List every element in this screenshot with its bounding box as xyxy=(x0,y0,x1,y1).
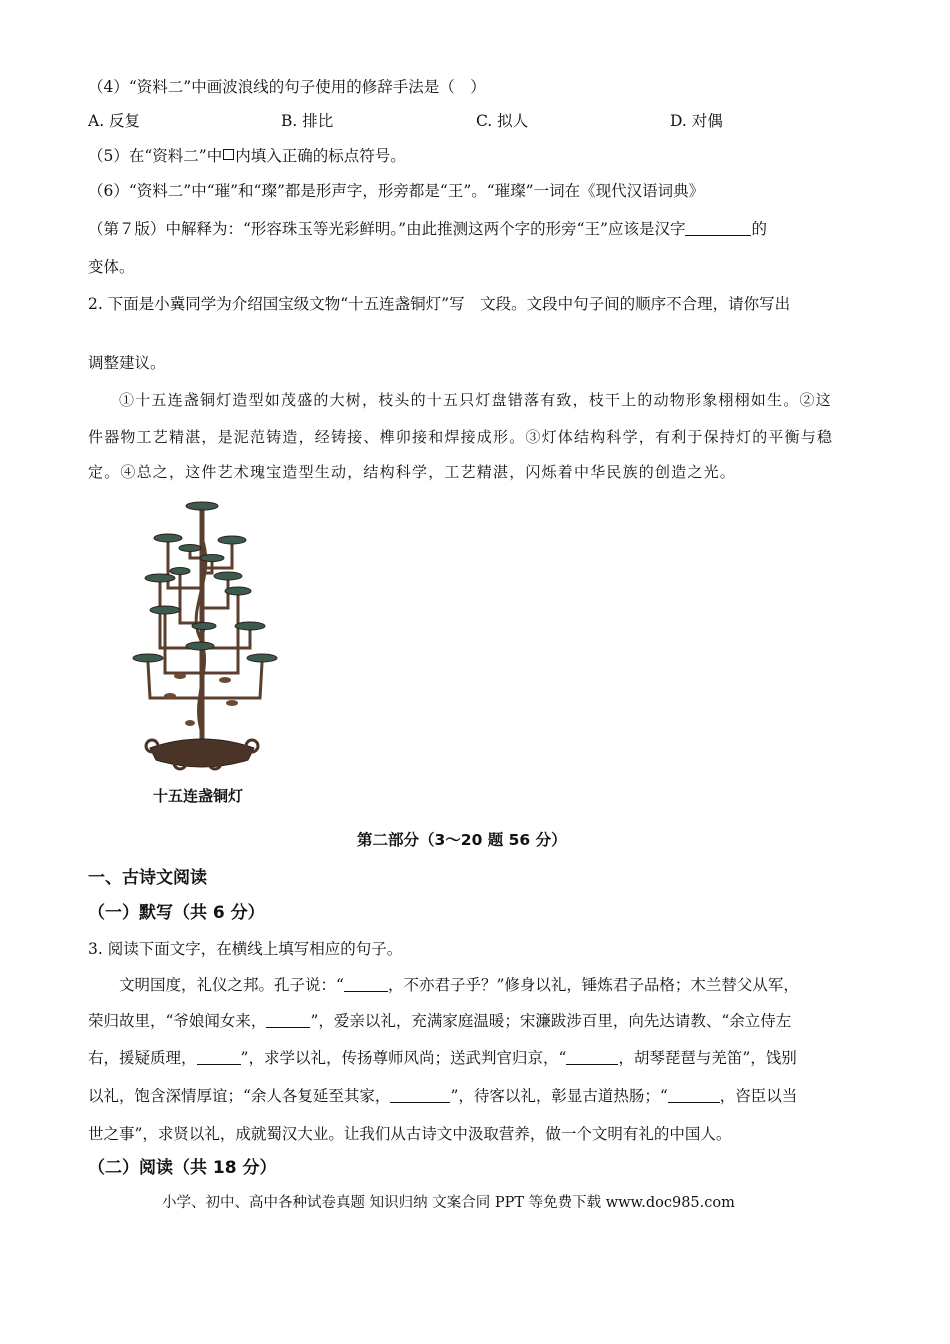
subsection-reading: （二）阅读（共 18 分） xyxy=(88,1158,277,1178)
q2-passage-line1: ①十五连盏铜灯造型如茂盛的大树，枝头的十五只灯盘错落有致，枝干上的动物形象栩栩如生。②这 xyxy=(119,391,832,409)
answer-blank xyxy=(566,1049,618,1065)
answer-blank xyxy=(390,1087,450,1103)
q6-line2: （第７版）中解释为：“形容珠玉等光彩鲜明。”由此推测这两个字的形旁“王”应该是汉字 的 xyxy=(88,220,767,238)
q3-passage-line5: 世之事”，求贤以礼，成就蜀汉大业。让我们从古诗文中汲取营养，做一个文明有礼的中国人。 xyxy=(88,1125,732,1143)
subsection-dictation: （一）默写（共 6 分） xyxy=(88,903,265,923)
q4-option-c: C. 拟人 xyxy=(476,112,529,130)
answer-blank xyxy=(197,1049,241,1065)
q2-stem-line1: 2. 下面是小冀同学为介绍国宝级文物“十五连盏铜灯”写 文段。文段中句子间的顺序不合理，请你写出 xyxy=(88,295,791,313)
q2-passage-line2: 件器物工艺精湛，是泥范铸造，经铸接、榫卯接和焊接成形。③灯体结构科学，有利于保持灯的平衡与稳 xyxy=(88,428,834,446)
q3-stem: 3. 阅读下面文字，在横线上填写相应的句子。 xyxy=(88,940,403,958)
bronze-lamp-image xyxy=(120,498,285,778)
answer-blank xyxy=(266,1012,310,1028)
q4-option-a: A. 反复 xyxy=(88,112,141,130)
q4-option-d: D. 对偶 xyxy=(670,112,723,130)
q5-stem: （5）在“资料二”中 内填入正确的标点符号。 xyxy=(88,147,406,165)
q3-passage-line2: 荣归故里，“爷娘闻女来， ”，爱亲以礼，充满家庭温暖；宋濂跋涉百里，向先达请教、“余立侍左 xyxy=(88,1012,792,1030)
q6-line3: 变体。 xyxy=(88,258,135,276)
q3-passage-line1: 文明国度，礼仪之邦。孔子说：“ ，不亦君子乎？”修身以礼，锤炼君子品格；木兰替父从军， xyxy=(119,976,799,994)
q2-passage-line3: 定。④总之，这件艺术瑰宝造型生动，结构科学，工艺精湛，闪烁着中华民族的创造之光。 xyxy=(88,463,737,481)
q2-stem-line2: 调整建议。 xyxy=(88,354,166,372)
q4-stem: （4）“资料二”中画波浪线的句子使用的修辞手法是（ ） xyxy=(88,78,486,96)
q3-passage-line4: 以礼，饱含深情厚谊；“余人各复延至其家， ”，待客以礼，彰显古道热肠；“ ，咨臣以当 xyxy=(88,1087,798,1105)
fill-box-icon xyxy=(223,149,234,160)
page-footer: 小学、初中、高中各种试卷真题 知识归纳 文案合同 PPT 等免费下载 www.doc985.com xyxy=(162,1195,735,1211)
section-classical-reading: 一、古诗文阅读 xyxy=(88,868,207,888)
answer-blank xyxy=(685,220,751,236)
answer-blank xyxy=(344,976,388,992)
q6-line1: （6）“资料二”中“璀”和“璨”都是形声字，形旁都是“王”。“璀璨”一词在《现代汉语词典》 xyxy=(88,182,705,200)
part2-title: 第二部分（3～20 题 56 分） xyxy=(357,831,567,849)
q3-passage-line3: 右，援疑质理， ”，求学以礼，传扬尊师风尚；送武判官归京，“ ，胡琴琵琶与羌笛”，饯别 xyxy=(88,1049,797,1067)
image-caption: 十五连盏铜灯 xyxy=(153,787,244,805)
answer-blank xyxy=(668,1087,720,1103)
q4-option-b: B. 排比 xyxy=(281,112,334,130)
